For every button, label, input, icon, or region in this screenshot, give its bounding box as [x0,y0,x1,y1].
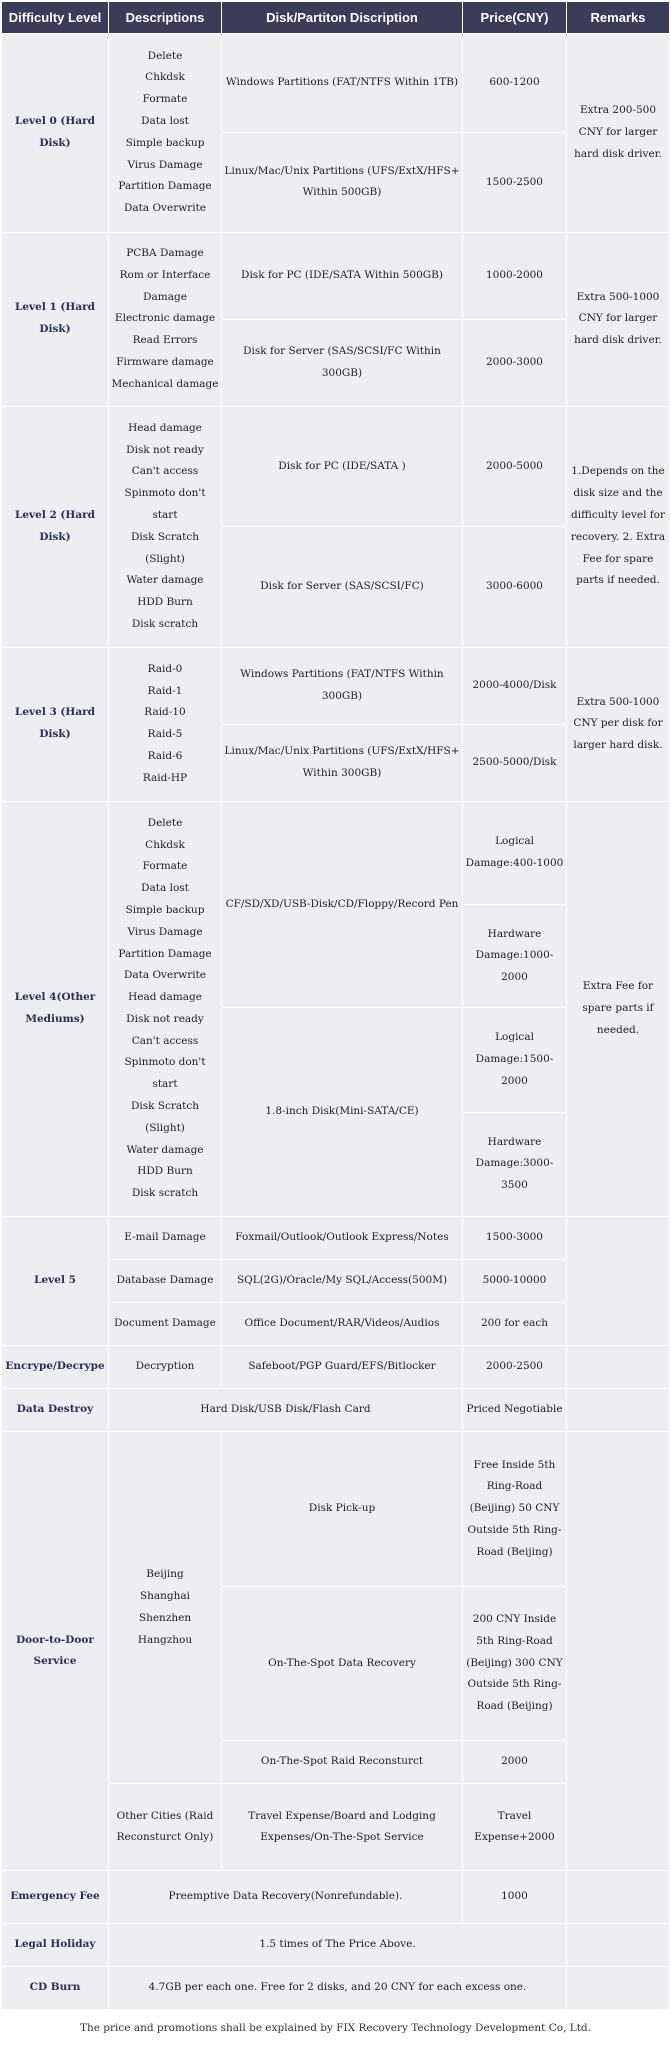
level2-label: Level 2 (Hard Disk) [2,406,109,647]
level3-desc-item: Raid-5 [147,728,183,741]
level3-price: 2500-5000/Disk [463,724,567,801]
door-price: 2000 [463,1741,567,1784]
emergency-price: 1000 [463,1871,567,1923]
destroy-disk: Hard Disk/USB Disk/Flash Card [109,1389,463,1432]
level1-desc-item: Firmware damage [116,355,214,368]
level4-descriptions [109,801,222,1216]
level4-desc-item: Virus Damage [127,925,203,938]
header-level: Difficulty Level [2,2,109,34]
level2-desc-item: Disk not ready [126,443,204,456]
level4-desc-item: Disk scratch [131,1187,199,1200]
level3-desc-item: Raid-10 [144,706,186,719]
door-disk: On-The-Spot Data Recovery [222,1586,463,1740]
destroy-remark [567,1389,670,1432]
level4-disk: CF/SD/XD/USB-Disk/CD/Floppy/Record Pen [222,801,463,1008]
level1-desc-item: PCBA Damage [126,246,204,259]
level0-price: 600-1200 [463,34,567,133]
level0-desc-item: Data lost [141,115,189,128]
level4-desc-item: Disk not ready [126,1012,204,1025]
level5-disk: SQL(2G)/Oracle/My SQL/Access(500M) [222,1259,463,1302]
level4-price: Logical Damage:1500-2000 [463,1008,567,1112]
emergency-row [2,1871,670,1923]
destroy-row [2,1389,670,1432]
encrypt-desc: Decryption [109,1346,222,1389]
level5-disk: Office Document/RAR/Videos/Audios [222,1303,463,1346]
level1-desc-item: Mechanical damage [111,377,219,390]
level5-price: 200 for each [463,1303,567,1346]
level2-remark: 1.Depends on the disk size and the difficulty level for recovery. 2. Extra Fee for spare parts if needed. [567,406,670,647]
door-city: Hangzhou [137,1633,193,1646]
level2-descriptions [109,406,222,647]
encrypt-remark [567,1346,670,1389]
door-other-desc: Other Cities (Raid Reconsturct Only) [109,1784,222,1871]
level4-remark: Extra Fee for spare parts if needed. [567,801,670,1216]
level0-desc-item: Partition Damage [118,180,212,193]
door-cities [109,1432,222,1784]
level4-desc-item: Head damage [128,991,202,1004]
emergency-label: Emergency Fee [2,1871,109,1923]
level1-desc-item: Electronic damage [114,312,216,325]
level3-row [2,647,670,724]
holiday-row [2,1923,670,1966]
header-row [2,2,670,34]
level4-row [2,801,670,904]
level1-label: Level 1 (Hard Disk) [2,232,109,406]
level4-desc-item: Spinmoto don't start [124,1056,206,1091]
footer-note: The price and promotions shall be explained by FIX Recovery Technology Development Co, Ltd. [2,2009,670,2049]
door-city: Beijing [146,1568,184,1581]
level3-descriptions [109,647,222,801]
level0-label: Level 0 (Hard Disk) [2,34,109,232]
level2-price: 3000-6000 [463,527,567,647]
level4-desc-item: Formate [142,860,188,873]
level0-row [2,34,670,133]
destroy-label: Data Destroy [2,1389,109,1432]
header-price: Price(CNY) [463,2,567,34]
level4-price: Logical Damage:400-1000 [463,801,567,904]
level4-desc-item: Simple backup [125,903,205,916]
level3-label: Level 3 (Hard Disk) [2,647,109,801]
level0-desc-item: Simple backup [125,136,205,149]
header-disk: Disk/Partiton Discription [222,2,463,34]
level0-desc-item: Formate [142,93,188,106]
level4-price: Hardware Damage:3000-3500 [463,1112,567,1216]
level2-disk: Disk for Server (SAS/SCSI/FC) [222,527,463,647]
level5-price: 5000-10000 [463,1259,567,1302]
level5-price: 1500-3000 [463,1216,567,1259]
level3-desc-item: Raid-0 [147,662,183,675]
level1-disk: Disk for Server (SAS/SCSI/FC Within 300GB) [222,319,463,406]
level4-desc-item: Chkdsk [145,838,185,851]
level0-descriptions [109,34,222,232]
level0-desc-item: Virus Damage [127,158,203,171]
level4-desc-item: Delete [147,816,183,829]
level5-desc: E-mail Damage [109,1216,222,1259]
level4-desc-item: Can't access [131,1034,199,1047]
level5-remark [567,1216,670,1345]
level1-desc-item: Read Errors [132,334,198,347]
emergency-remark [567,1871,670,1923]
holiday-desc: 1.5 times of The Price Above. [109,1923,567,1966]
encrypt-row [2,1346,670,1389]
level3-disk: Windows Partitions (FAT/NTFS Within 300GB) [222,647,463,724]
door-city: Shenzhen [138,1611,192,1624]
footer-row [2,2009,670,2049]
level0-disk: Linux/Mac/Unix Partitions (UFS/ExtX/HFS+ Within 500GB) [222,133,463,232]
door-disk: On-The-Spot Raid Reconsturct [222,1741,463,1784]
level1-desc-item: Rom or Interface Damage [119,268,211,303]
level0-desc-item: Data Overwrite [123,202,207,215]
level2-row [2,406,670,526]
level2-desc-item: Disk Scratch (Slight) [130,530,200,565]
level3-price: 2000-4000/Disk [463,647,567,724]
header-descriptions: Descriptions [109,2,222,34]
level3-desc-item: Raid-1 [147,684,183,697]
level4-label: Level 4(Other Mediums) [2,801,109,1216]
level0-desc-item: Delete [147,49,183,62]
level5-desc: Document Damage [109,1303,222,1346]
level4-disk: 1.8-inch Disk(Mini-SATA/CE) [222,1008,463,1217]
door-remark [567,1432,670,1871]
door-city: Shanghai [139,1589,191,1602]
level5-disk: Foxmail/Outlook/Outlook Express/Notes [222,1216,463,1259]
header-remarks: Remarks [567,2,670,34]
cdburn-remark [567,1966,670,2009]
level1-price: 2000-3000 [463,319,567,406]
door-price: 200 CNY Inside 5th Ring-Road (Beijing) 300 CNY Outside 5th Ring-Road (Beijing) [463,1586,567,1740]
level1-price: 1000-2000 [463,232,567,319]
level4-desc-item: HDD Burn [137,1165,193,1178]
level1-row [2,232,670,319]
encrypt-disk: Safeboot/PGP Guard/EFS/Bitlocker [222,1346,463,1389]
level0-desc-item: Chkdsk [145,71,185,84]
level5-row [2,1216,670,1259]
level1-disk: Disk for PC (IDE/SATA Within 500GB) [222,232,463,319]
level0-remark: Extra 200-500 CNY for larger hard disk driver. [567,34,670,232]
door-other-price: Travel Expense+2000 [463,1784,567,1871]
cdburn-label: CD Burn [2,1966,109,2009]
door-other-disk: Travel Expense/Board and Lodging Expenses/On-The-Spot Service [222,1784,463,1871]
door-price: Free Inside 5th Ring-Road (Beijing) 50 CNY Outside 5th Ring-Road (Beijing) [463,1432,567,1586]
level5-label: Level 5 [2,1216,109,1345]
level3-desc-item: Raid-6 [147,750,183,762]
level4-desc-item: Partition Damage [118,947,212,960]
level2-price: 2000-5000 [463,406,567,526]
level3-disk: Linux/Mac/Unix Partitions (UFS/ExtX/HFS+ Within 300GB) [222,724,463,801]
price-table [1,1,670,2050]
level1-remark: Extra 500-1000 CNY for larger hard disk driver. [567,232,670,406]
level2-desc-item: Water damage [126,574,204,587]
door-label: Door-to-Door Service [2,1432,109,1871]
level1-descriptions [109,232,222,406]
level3-remark: Extra 500-1000 CNY per disk for larger hard disk. [567,647,670,801]
level4-desc-item: Disk Scratch (Slight) [130,1100,200,1134]
level3-desc-item: Raid-HP [142,771,188,784]
emergency-desc: Preemptive Data Recovery(Nonrefundable). [109,1871,463,1923]
level4-price: Hardware Damage:1000-2000 [463,905,567,1008]
holiday-label: Legal Holiday [2,1923,109,1966]
holiday-remark [567,1923,670,1966]
encrypt-price: 2000-2500 [463,1346,567,1389]
level0-price: 1500-2500 [463,133,567,232]
level2-desc-item: Head damage [128,421,202,434]
level2-desc-item: Disk scratch [131,617,199,630]
destroy-price: Priced Negotiable [463,1389,567,1432]
level2-disk: Disk for PC (IDE/SATA ) [222,406,463,526]
level2-desc-item: HDD Burn [137,596,193,609]
level2-desc-item: Spinmoto don't start [124,487,206,521]
level4-desc-item: Data Overwrite [123,969,207,982]
encrypt-label: Encrype/Decrype [2,1346,109,1389]
door-row [2,1432,670,1586]
level4-desc-item: Data lost [141,882,189,895]
level0-disk: Windows Partitions (FAT/NTFS Within 1TB) [222,34,463,133]
door-disk: Disk Pick-up [222,1432,463,1586]
cdburn-row [2,1966,670,2009]
level5-desc: Database Damage [109,1259,222,1302]
level2-desc-item: Can't access [131,465,199,478]
level4-desc-item: Water damage [126,1143,204,1156]
cdburn-desc: 4.7GB per each one. Free for 2 disks, and 20 CNY for each excess one. [109,1966,567,2009]
